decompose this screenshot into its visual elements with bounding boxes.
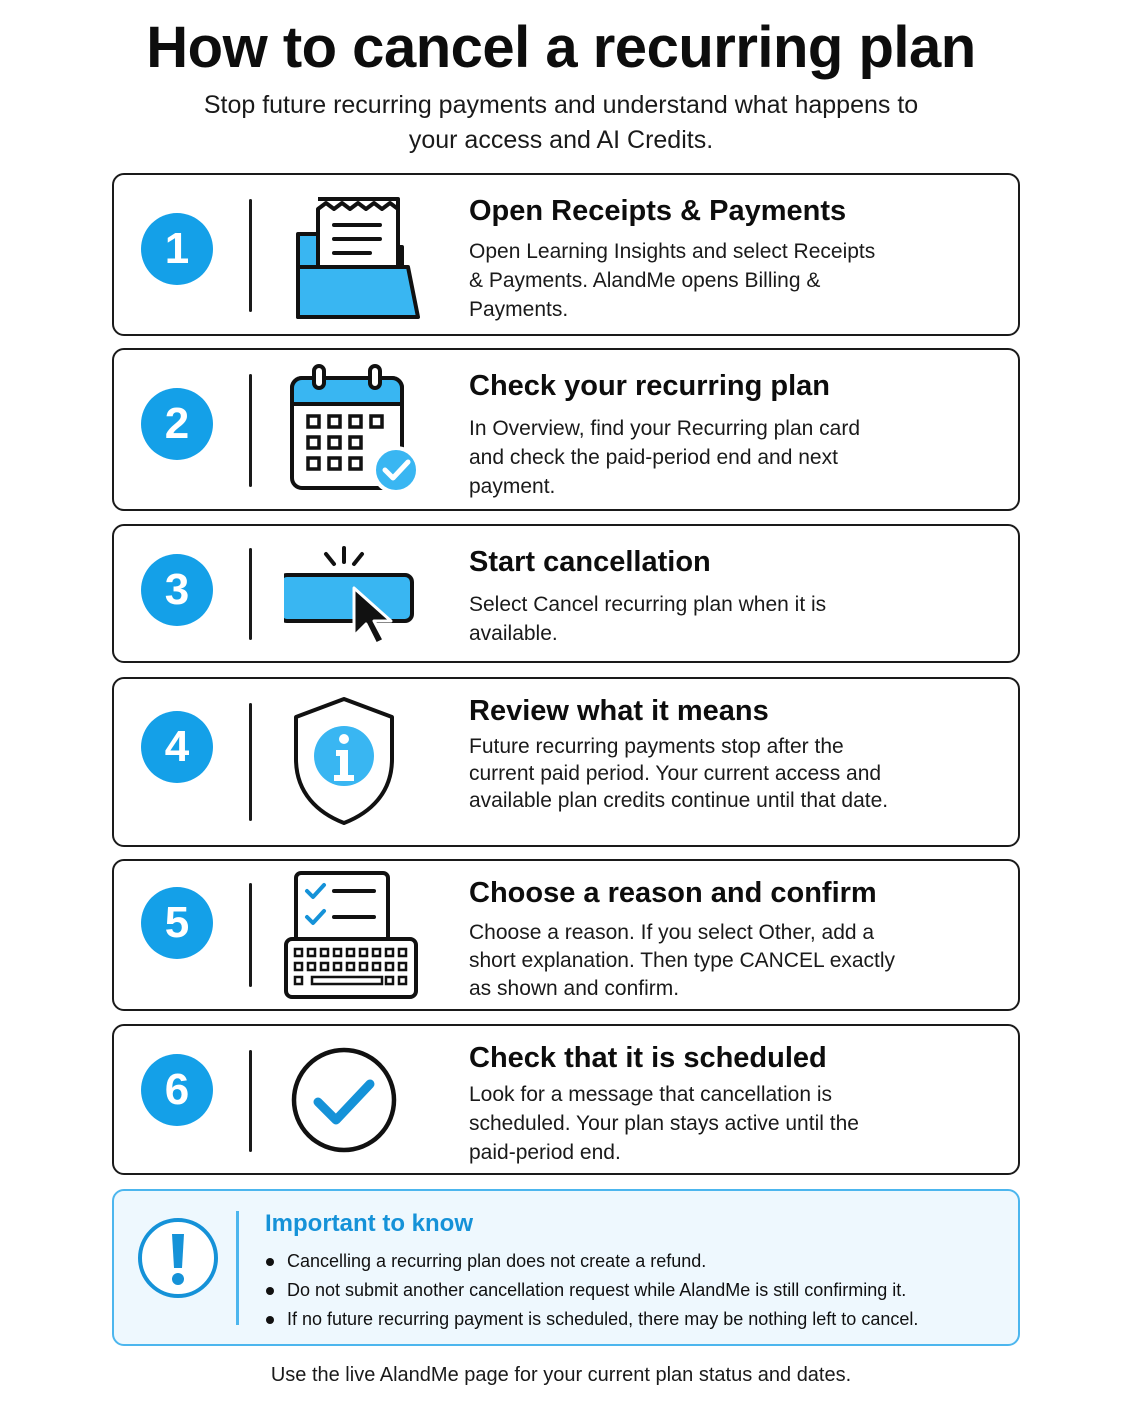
shield-info-icon: [284, 693, 434, 833]
button-click-icon: [284, 540, 434, 655]
step-card-1: [112, 173, 1020, 336]
step-card-5: [112, 859, 1020, 1011]
step-number-badge: 4: [141, 711, 213, 783]
notice-divider: [236, 1211, 239, 1325]
step-description: Open Learning Insights and select Receipts & Payments. AlandMe opens Billing & Payments.: [469, 240, 876, 321]
notice-title: Important to know: [265, 1210, 473, 1237]
check-circle-icon: [284, 1036, 434, 1166]
page-subtitle: Stop future recurring payments and understand what happens to your access and AI Credits.: [203, 91, 919, 154]
step-divider: [249, 883, 252, 987]
list-item: Cancelling a recurring plan does not create a refund.: [262, 1247, 1012, 1276]
step-divider: [249, 1050, 252, 1152]
step-number-badge: 5: [141, 887, 213, 959]
step-title: Choose a reason and confirm: [469, 877, 877, 909]
step-description: Choose a reason. If you select Other, add a short explanation. Then type CANCEL exactly as shown and confirm.: [469, 921, 896, 1000]
list-item: Do not submit another cancellation request while AlandMe is still confirming it.: [262, 1276, 1012, 1305]
step-title: Check that it is scheduled: [469, 1042, 827, 1074]
page-title: How to cancel a recurring plan: [146, 15, 976, 80]
step-description: In Overview, find your Recurring plan card and check the paid-period end and next payment.: [469, 417, 861, 498]
step-description: Future recurring payments stop after the current paid period. Your current access and available plan credits continue until that date.: [469, 735, 889, 812]
step-number-badge: 1: [141, 213, 213, 285]
step-card-3: [112, 524, 1020, 663]
step-title: Open Receipts & Payments: [469, 195, 847, 227]
step-description: Select Cancel recurring plan when it is available.: [469, 593, 827, 645]
step-title: Check your recurring plan: [469, 370, 830, 402]
step-title: Start cancellation: [469, 546, 711, 578]
checklist-keyboard-icon: [284, 869, 434, 1009]
step-card-2: [112, 348, 1020, 511]
step-description: Look for a message that cancellation is scheduled. Your plan stays active until the paid-period end.: [469, 1083, 859, 1164]
step-number-badge: 3: [141, 554, 213, 626]
step-title: Review what it means: [469, 695, 769, 727]
step-card-6: [112, 1024, 1020, 1175]
list-item: If no future recurring payment is scheduled, there may be nothing left to cancel.: [262, 1305, 1012, 1334]
footer-note: Use the live AlandMe page for your current plan status and dates.: [270, 1364, 852, 1386]
important-notice: [112, 1189, 1020, 1346]
exclamation-circle-icon: [136, 1216, 220, 1300]
step-divider: [249, 548, 252, 640]
step-card-4: [112, 677, 1020, 847]
step-divider: [249, 374, 252, 487]
calendar-check-icon: [284, 362, 434, 502]
notice-list: [262, 1247, 1012, 1334]
step-number-badge: 6: [141, 1054, 213, 1126]
folder-receipt-icon: [284, 189, 434, 329]
step-divider: [249, 199, 252, 312]
step-number-badge: 2: [141, 388, 213, 460]
step-divider: [249, 703, 252, 821]
